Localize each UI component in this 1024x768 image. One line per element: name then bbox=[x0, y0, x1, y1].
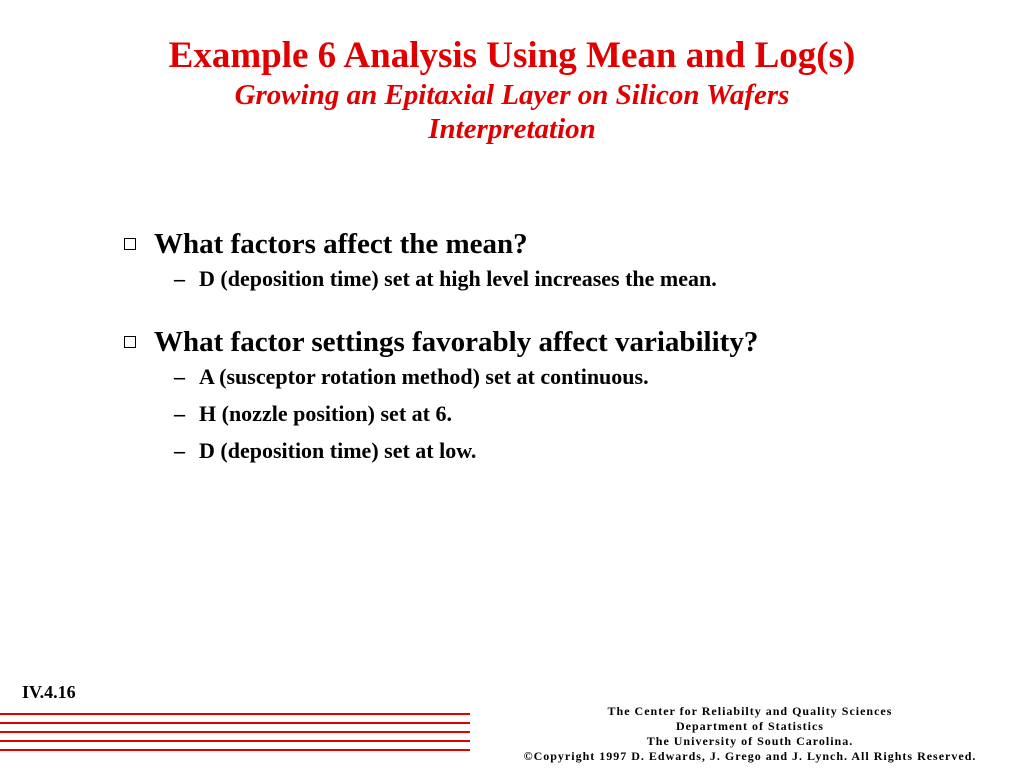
sub-item-text: H (nozzle position) set at 6. bbox=[199, 401, 452, 426]
footer-line: Department of Statistics bbox=[676, 719, 824, 733]
bullet-text: What factors affect the mean? bbox=[154, 228, 528, 260]
footer-credits bbox=[480, 704, 1020, 764]
slide-number: IV.4.16 bbox=[22, 682, 76, 702]
bullet-item bbox=[124, 226, 884, 262]
sub-item-text: D (deposition time) set at low. bbox=[199, 438, 477, 463]
footer-copyright: ©Copyright 1997 D. Edwards, J. Grego and J. Lynch. All Rights Reserved. bbox=[523, 749, 977, 763]
bullet-list bbox=[124, 226, 884, 476]
footer-stripes bbox=[0, 713, 470, 758]
sub-list bbox=[174, 267, 884, 291]
dash-icon: – bbox=[174, 266, 185, 291]
stripe-line bbox=[0, 722, 470, 724]
stripe-line bbox=[0, 749, 470, 751]
dash-icon: – bbox=[174, 401, 185, 426]
slide-title: Example 6 Analysis Using Mean and Log(s) bbox=[168, 35, 856, 76]
title-block bbox=[0, 34, 1024, 146]
slide-subtitle-line1: Growing an Epitaxial Layer on Silicon Wafers bbox=[234, 79, 790, 111]
sub-item bbox=[174, 365, 884, 389]
stripe-line bbox=[0, 740, 470, 742]
bullet-item bbox=[124, 324, 884, 360]
stripe-line bbox=[0, 713, 470, 715]
slide-subtitle-line2: Interpretation bbox=[428, 113, 596, 145]
bullet-text: What factor settings favorably affect variability? bbox=[154, 326, 759, 358]
footer-line: The Center for Reliabilty and Quality Sciences bbox=[607, 704, 893, 718]
footer-line: The University of South Carolina. bbox=[646, 734, 854, 748]
sub-item bbox=[174, 267, 884, 291]
square-bullet-icon bbox=[124, 238, 136, 250]
sub-list bbox=[174, 365, 884, 463]
square-bullet-icon bbox=[124, 336, 136, 348]
stripe-line bbox=[0, 731, 470, 733]
sub-item-text: D (deposition time) set at high level increases the mean. bbox=[199, 266, 717, 291]
spacer bbox=[124, 304, 884, 324]
dash-icon: – bbox=[174, 364, 185, 389]
sub-item-text: A (susceptor rotation method) set at continuous. bbox=[199, 364, 649, 389]
sub-item bbox=[174, 402, 884, 426]
sub-item bbox=[174, 439, 884, 463]
dash-icon: – bbox=[174, 438, 185, 463]
